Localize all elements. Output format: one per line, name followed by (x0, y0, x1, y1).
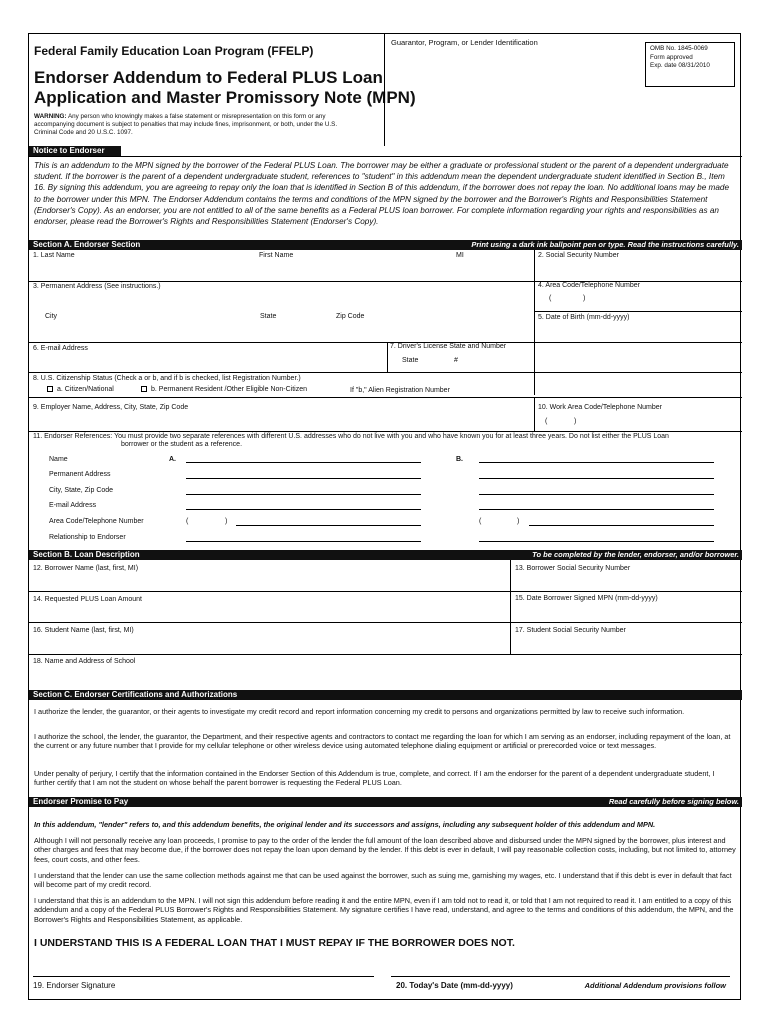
phone-paren-open: ( (549, 295, 552, 302)
omb-approved: Form approved (650, 53, 693, 61)
promise-paragraph-2: I understand that the lender can use the same collection methods against me that can be used against the borrower, such as suing me, garnishing my wages, etc. I understand that if this debt is ever in default that fact will become part of my credit record. (34, 871, 732, 890)
ref-b-paren-open: ( (479, 518, 482, 525)
promise-heading: Endorser Promise to Pay Read carefully before signing below. (29, 797, 742, 807)
section-c-credit-authorization: I authorize the lender, the guarantor, or their agents to investigate my credit record and report information concerning my credit to persons and organizations permitted by law to receive such information. (34, 707, 685, 716)
ref-label-address: Permanent Address (49, 471, 111, 478)
promise-paragraph-1: Although I will not personally receive any loan proceeds, I promise to pay to the order of the lender the full amount of the loan described above and disbursed under the MPN signed by the borrower, plus interest and other charges and fees that may become due, if the borrower does not repay the loan upon demand by the lender. If this debt is ever in default, I will pay reasonable collection costs, including, but not limited to, attorney fees, court costs, and other fees. (34, 836, 736, 864)
ref-b-email-line[interactable] (479, 509, 714, 510)
work-phone-input[interactable] (538, 414, 738, 430)
field-state: State (260, 313, 277, 320)
field-11-references: 11. Endorser References: You must provide two separate references with different U.S. addresses who do not live with you and who have known you for at least three years. Do not list either the PLUS Loan (33, 433, 669, 440)
field-20-todays-date: 20. Today's Date (mm-dd-yyyy) (396, 981, 513, 990)
field-3-address: 3. Permanent Address (See instructions.) (33, 283, 161, 290)
field-19-signature: 19. Endorser Signature (33, 981, 116, 990)
citizen-option[interactable] (47, 386, 114, 393)
section-a-heading: Section A. Endorser Section Print using a dark ink ballpoint pen or type. Read the instructions carefully. (29, 240, 742, 250)
field-2-ssn: 2. Social Security Number (538, 252, 619, 259)
section-b-instruction: To be completed by the lender, endorser, and/or borrower. (532, 550, 739, 559)
dl-number-label: # (454, 357, 458, 364)
program-name: Federal Family Education Loan Program (FFELP) (34, 44, 314, 58)
dl-input[interactable] (419, 354, 529, 370)
date-line[interactable] (391, 976, 730, 977)
work-phone-paren-open: ( (545, 418, 548, 425)
ref-b-address-line[interactable] (479, 478, 714, 479)
ref-b-phone-line[interactable] (529, 525, 714, 526)
promise-paragraph-3: I understand that this is an addendum to the MPN. I will not sign this addendum before reading it and the entire MPN, even if I am told not to read it, or told that I am not required to read it. I am entitled to a copy of this addendum and a copy of the Federal PLUS Borrower's Rights and Responsibilities Statement. My signature certifies I have read, understand, and agree to the terms and conditions of this addendum, the MPN, and the Borrower's Rights and Responsibilities Statement, as applicable. (34, 896, 734, 924)
field-zip: Zip Code (336, 313, 365, 320)
omb-exp-date: Exp. date 08/31/2010 (650, 62, 710, 69)
field-mi: MI (456, 252, 464, 259)
form-title-line1: Endorser Addendum to Federal PLUS Loan (34, 68, 383, 87)
ref-a-phone-line[interactable] (236, 525, 421, 526)
ref-b-marker: B. (456, 456, 463, 463)
field-13-borrower-ssn: 13. Borrower Social Security Number (515, 565, 631, 572)
promise-intro: In this addendum, "lender" refers to, and this addendum benefits, the original lender and its successors and assigns, including any subsequent holder of this addendum and MPN. (34, 820, 656, 829)
ssn-input[interactable] (538, 262, 738, 280)
ref-a-name-line[interactable] (186, 462, 421, 463)
field-17-student-ssn: 17. Student Social Security Number (515, 627, 626, 634)
date-signed-input[interactable] (515, 606, 737, 620)
ref-a-marker: A. (169, 456, 176, 463)
ref-label-city: City, State, Zip Code (49, 487, 114, 494)
signature-line[interactable] (33, 976, 374, 977)
field-6-email: 6. E-mail Address (33, 345, 88, 352)
ref-label-name: Name (49, 456, 68, 463)
email-input[interactable] (33, 354, 383, 370)
field-5-dob: 5. Date of Birth (mm-dd-yyyy) (538, 314, 630, 321)
field-city: City (45, 313, 58, 320)
field-10-work-phone: 10. Work Area Code/Telephone Number (538, 404, 662, 411)
city-input[interactable] (33, 324, 253, 340)
field-15-date-signed: 15. Date Borrower Signed MPN (mm-dd-yyyy) (515, 595, 658, 602)
dob-input[interactable] (538, 324, 738, 340)
warning-text: Any person who knowingly makes a false statement or misrepresentation on this form or any accompanying document is subject to penalties that may include fines, imprisonment, or both, under the U.S. Criminal Code and 20 U.S.C. 1097. (34, 113, 338, 136)
notice-text: This is an addendum to the MPN signed by the borrower of the Federal PLUS Loan. The borrower may be either a graduate or professional student or the parent of a dependent undergraduate student. If the borrower is the parent of a dependent undergraduate student, references to "student" in this addendum mean the dependent undergraduate student identified in Section B., Item 16. By signing this addendum, you are agreeing to repay only the loan that is identified in Section B of this addendum, if the borrower does not repay the loan. No additional loans may be made to the borrower under this MPN. The Endorser Addendum contains the terms and conditions of the MPN signed by the borrower and the Borrower's Rights and Responsibilities Statement (Endorser's Copy). As an endorser, you are not entitled to all of the same benefits as a Federal PLUS loan borrower. For complete information regarding your rights and responsibilities as an endorser, please read the Borrower's Rights and Responsibilities Statement (Endorser's Copy). (34, 161, 730, 227)
field-7-drivers-license: 7. Driver's License State and Number (390, 343, 507, 350)
last-name-input[interactable] (33, 262, 253, 280)
permanent-resident-option[interactable] (141, 386, 307, 393)
federal-loan-statement: I UNDERSTAND THIS IS A FEDERAL LOAN THAT I MUST REPAY IF THE BORROWER DOES NOT. (34, 937, 515, 949)
borrower-name-input[interactable] (33, 575, 505, 589)
field-4-phone: 4. Area Code/Telephone Number (538, 282, 640, 289)
field-first-name: First Name (259, 252, 294, 259)
ref-a-email-line[interactable] (186, 509, 421, 510)
warning-block (34, 113, 354, 137)
section-c-heading: Section C. Endorser Certifications and Authorizations (29, 690, 742, 700)
loan-amount-input[interactable] (33, 606, 505, 620)
field-11-references-cont: borrower or the student as a reference. (121, 441, 243, 448)
ref-a-city-line[interactable] (186, 494, 421, 495)
omb-box (645, 42, 735, 87)
field-8-citizenship: 8. U.S. Citizenship Status (Check a or b, and if b is checked, list Registration Number.) (33, 375, 301, 382)
section-c-perjury-certification: Under penalty of perjury, I certify that the information contained in the Endorser Section of this Addendum is true, complete, and correct. If I am the endorser for the parent of a dependent undergraduate student, I further certify that I am not the student on whose behalf the parent borrower is requesting the Federal PLUS Loan. (34, 769, 715, 788)
notice-heading: Notice to Endorser (29, 146, 121, 156)
guarantor-id-field[interactable] (391, 50, 641, 130)
student-ssn-input[interactable] (515, 637, 737, 651)
permanent-resident-label: b. Permanent Resident /Other Eligible Non-Citizen (151, 386, 308, 393)
promise-instruction: Read carefully before signing below. (608, 797, 739, 806)
section-a-instruction: Print using a dark ink ballpoint pen or type. Read the instructions carefully. (471, 240, 739, 249)
ref-a-address-line[interactable] (186, 478, 421, 479)
state-input[interactable] (259, 324, 329, 340)
omb-number: OMB No. 1845-0069 (650, 45, 708, 52)
ref-b-name-line[interactable] (479, 462, 714, 463)
ref-a-paren-close: ) (225, 518, 228, 525)
phone-paren-close: ) (583, 295, 586, 302)
phone-input[interactable] (538, 292, 738, 309)
section-b-heading: Section B. Loan Description To be completed by the lender, endorser, and/or borrower. (29, 550, 742, 560)
address-input[interactable] (33, 293, 528, 309)
field-16-student-name: 16. Student Name (last, first, MI) (33, 627, 134, 634)
employer-input[interactable] (33, 414, 528, 430)
ref-b-paren-close: ) (517, 518, 520, 525)
field-18-school: 18. Name and Address of School (33, 658, 136, 665)
ref-b-relationship-line[interactable] (479, 541, 714, 542)
guarantor-id-label: Guarantor, Program, or Lender Identification (391, 38, 538, 47)
field-14-loan-amount: 14. Requested PLUS Loan Amount (33, 596, 142, 603)
student-name-input[interactable] (33, 637, 505, 651)
work-phone-paren-close: ) (574, 418, 577, 425)
borrower-ssn-input[interactable] (515, 575, 737, 589)
ref-a-relationship-line[interactable] (186, 541, 421, 542)
additional-provisions-note: Additional Addendum provisions follow (584, 981, 726, 990)
citizen-checkbox[interactable] (47, 386, 53, 392)
ref-label-email: E-mail Address (49, 502, 97, 509)
alien-registration-label: If "b," Alien Registration Number (350, 387, 450, 394)
field-12-borrower-name: 12. Borrower Name (last, first, MI) (33, 565, 139, 572)
first-name-input[interactable] (259, 262, 449, 280)
permanent-resident-checkbox[interactable] (141, 386, 147, 392)
ref-label-phone: Area Code/Telephone Number (49, 518, 144, 525)
school-input[interactable] (33, 668, 737, 688)
form-title-line2: Application and Master Promissory Note (MPN) (34, 88, 416, 107)
citizen-label: a. Citizen/National (57, 386, 114, 393)
zip-input[interactable] (335, 324, 525, 340)
field-1-last-name: 1. Last Name (33, 252, 75, 259)
dl-state-label: State (402, 357, 419, 364)
warning-label: WARNING: (34, 113, 67, 120)
section-c-contact-authorization: I authorize the school, the lender, the guarantor, the Department, and their respective agents and contractors to contact me regarding the loan for which I am serving as an endorser, including repayment of the loan, at the current or any future number that I provide for my cellular telephone or other wireless device using automated telephone dialing equipment or artificial or prerecorded voice or text messages. (34, 732, 731, 751)
ref-b-city-line[interactable] (479, 494, 714, 495)
field-9-employer: 9. Employer Name, Address, City, State, Zip Code (33, 404, 189, 411)
alien-registration-input[interactable] (461, 384, 531, 395)
ref-a-paren-open: ( (186, 518, 189, 525)
form-page (28, 33, 741, 1000)
ref-label-relationship: Relationship to Endorser (49, 534, 126, 541)
